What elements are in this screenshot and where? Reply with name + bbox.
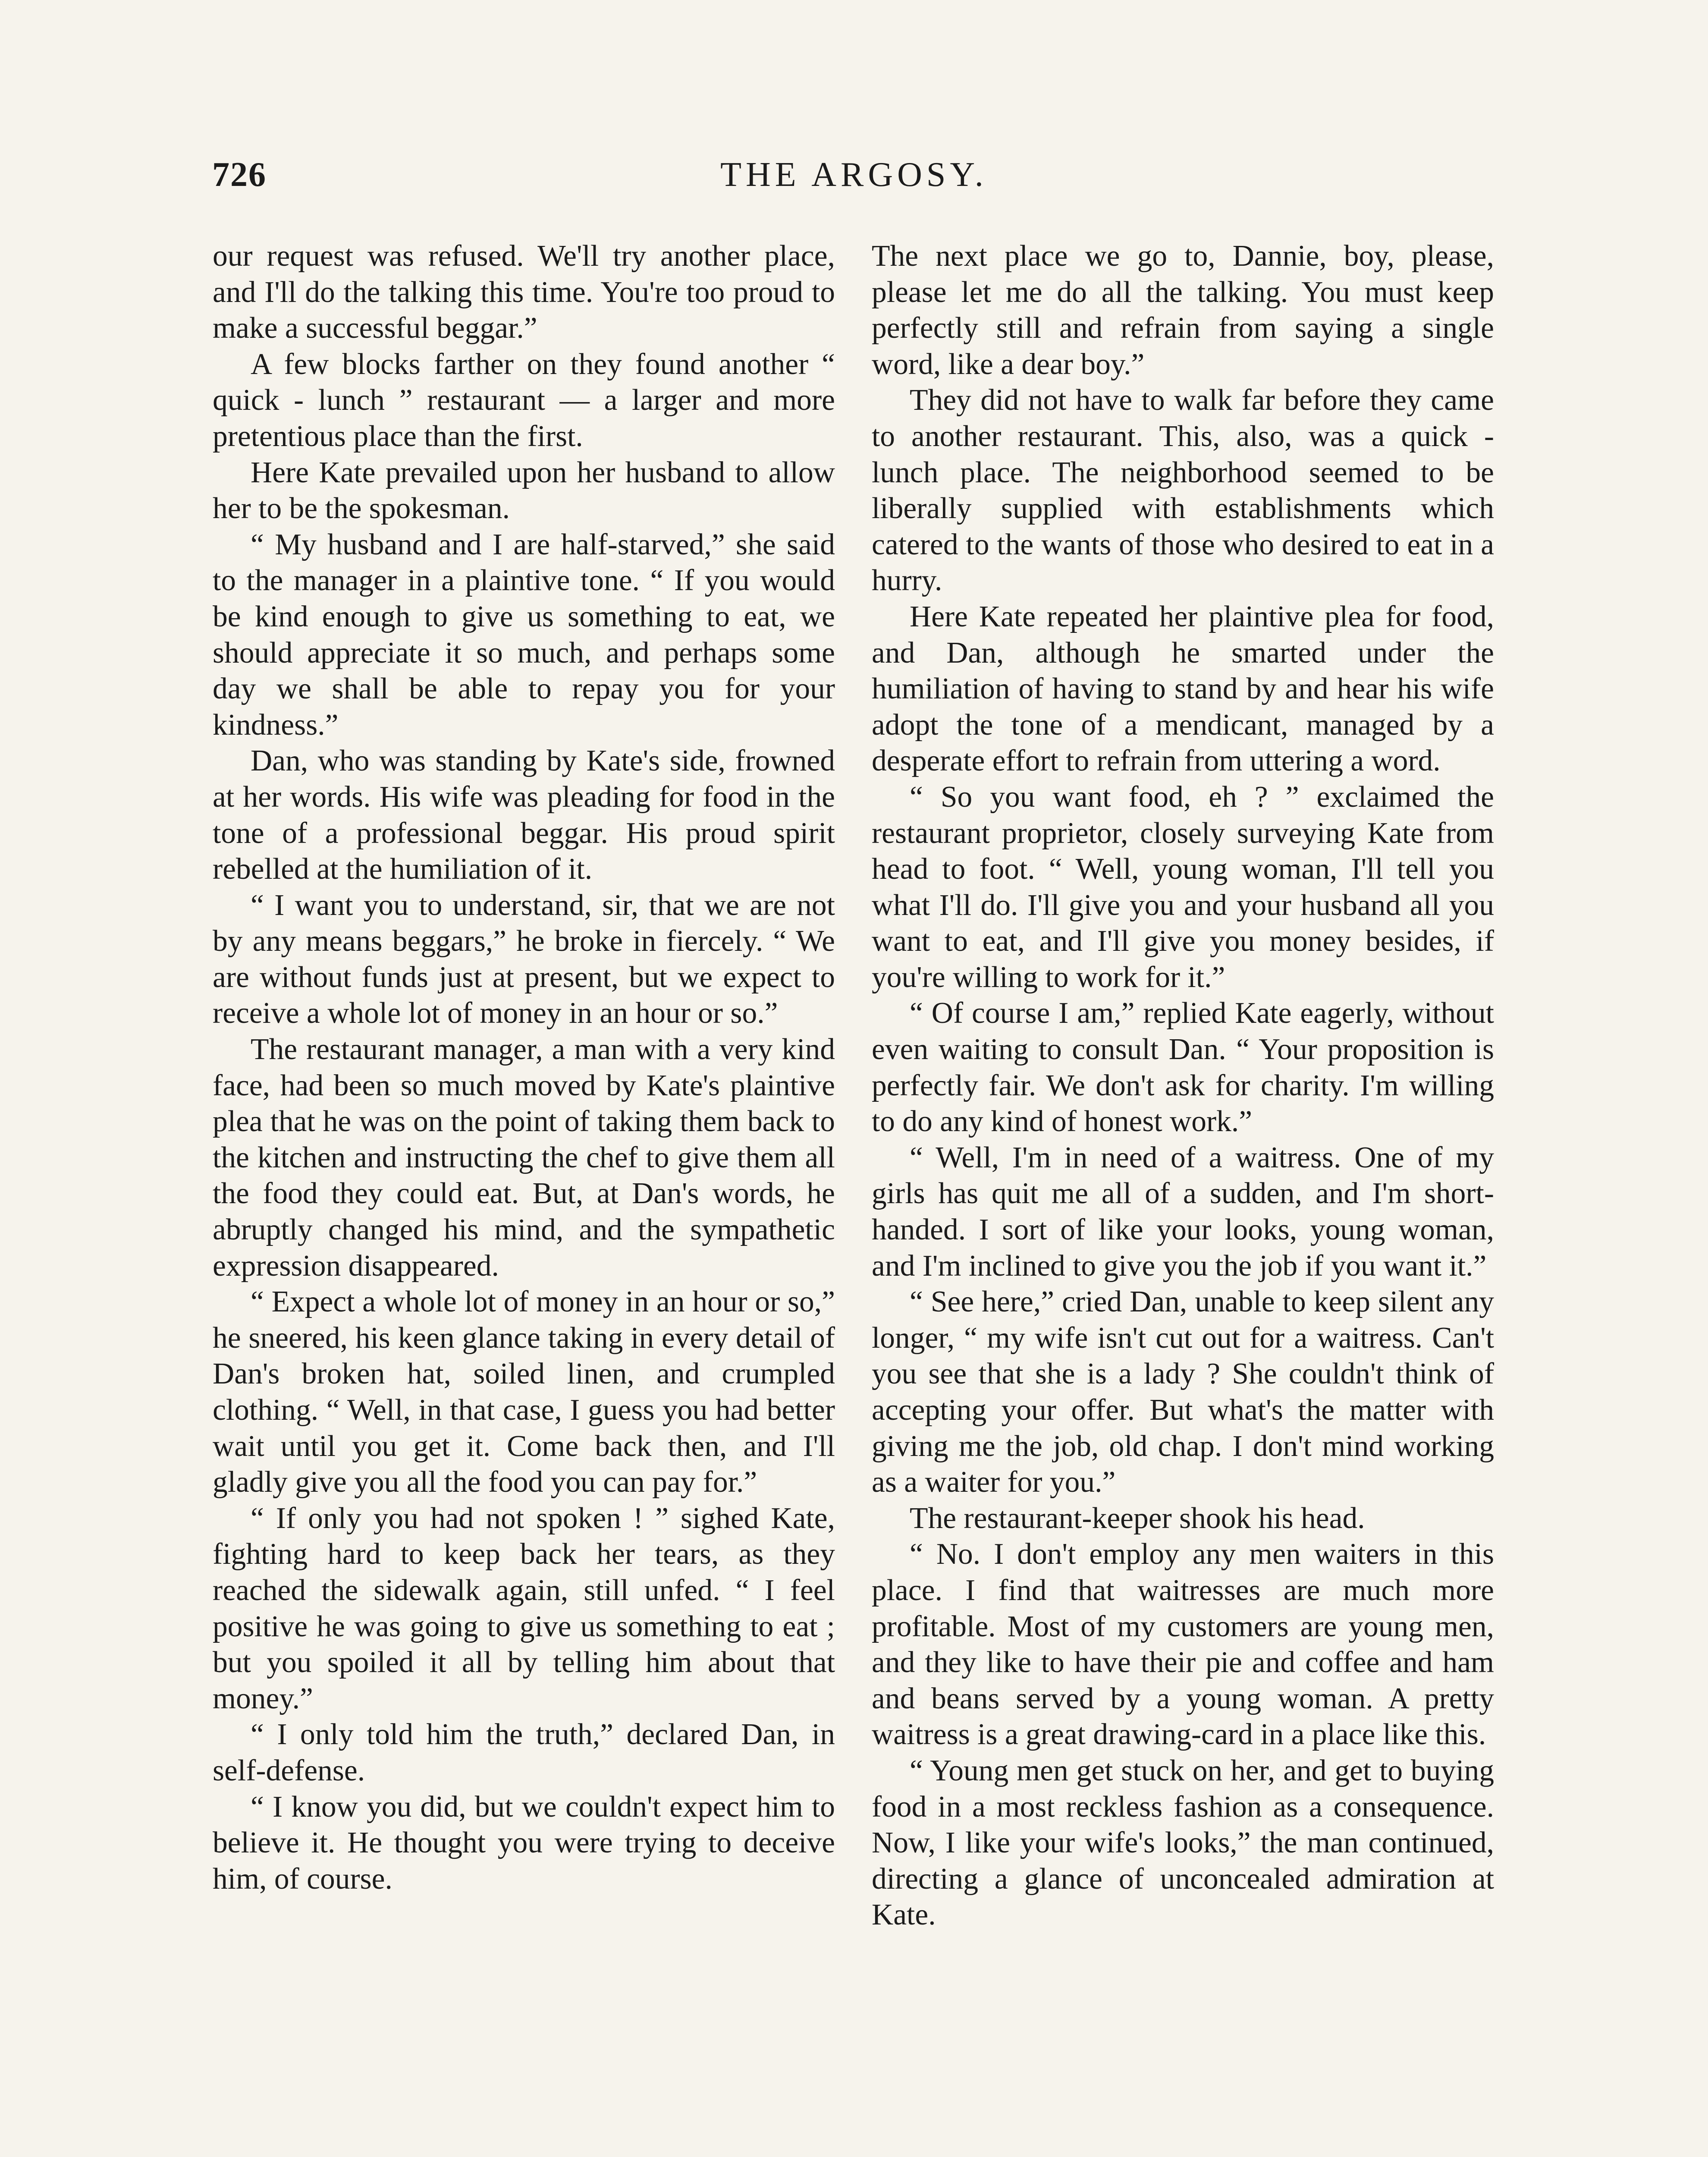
left-column xyxy=(213,238,835,1897)
paragraph: our request was refused. We'll try another place, and I'll do the talking this time. You're too proud to make a successful beggar.” xyxy=(213,239,835,345)
running-title: THE ARGOSY. xyxy=(720,156,988,194)
paragraph: Here Kate prevailed upon her husband to allow her to be the spokesman. xyxy=(213,456,835,525)
paragraph: “ Well, I'm in need of a waitress. One of my girls has quit me all of a sudden, and I'm short-handed. I sort of like your looks, young woman, and I'm inclined to give you the job if you want it.” xyxy=(872,1141,1494,1283)
paragraph: The restaurant-keeper shook his head. xyxy=(910,1501,1365,1535)
paragraph: “ I know you did, but we couldn't expect him to believe it. He thought you were trying to deceive him, of course. xyxy=(213,1790,835,1896)
paragraph: They did not have to walk far before they came to another restaurant. This, also, was a quick - lunch place. The neighborhood seemed to be liberally supplied with establishments which catered to the wants of those who desired to eat in a hurry. xyxy=(872,384,1494,597)
paragraph: Here Kate repeated her plaintive plea for food, and Dan, although he smarted under the humiliation of having to stand by and hear his wife adopt the tone of a mendicant, managed by a desperate effort to refrain from uttering a word. xyxy=(872,600,1494,778)
paragraph: Dan, who was standing by Kate's side, frowned at her words. His wife was pleading for food in the tone of a professional beggar. His proud spirit rebelled at the humiliation of it. xyxy=(213,744,835,886)
paragraph: “ My husband and I are half-starved,” she said to the manager in a plaintive tone. “ If you would be kind enough to give us something to eat, we should appreciate it so much, and perhaps some day we shall be able to repay you for your kindness.” xyxy=(213,528,835,742)
page-number: 726 xyxy=(212,156,267,194)
paragraph: “ Expect a whole lot of money in an hour or so,” he sneered, his keen glance taking in every detail of Dan's broken hat, soiled linen, and crumpled clothing. “ Well, in that case, I guess you had better wait until you get it. Come back then, and I'll gladly give you all the food you can pay for.” xyxy=(213,1285,835,1499)
paragraph: “ No. I don't employ any men waiters in this place. I find that waitresses are much more profitable. Most of my customers are young men, and they like to have their pie and coffee and ham and beans served by a young woman. A pretty waitress is a great drawing-card in a place like this. xyxy=(872,1538,1494,1751)
paragraph: “ See here,” cried Dan, unable to keep silent any longer, “ my wife isn't cut out for a waitress. Can't you see that she is a lady ? She couldn't think of accepting your offer. But what's the matter with giving me the job, old chap. I don't mind working as a waiter for you.” xyxy=(872,1285,1494,1499)
paragraph: “ Of course I am,” replied Kate eagerly, without even waiting to consult Dan. “ Your proposition is perfectly fair. We don't ask for charity. I'm willing to do any kind of honest work.” xyxy=(872,997,1494,1138)
paragraph: The restaurant manager, a man with a very kind face, had been so much moved by Kate's plaintive plea that he was on the point of taking them back to the kitchen and instructing the chef to give them all the food they could eat. But, at Dan's words, he abruptly changed his mind, and the sympathetic expression disappeared. xyxy=(213,1033,835,1283)
paragraph: “ I want you to understand, sir, that we are not by any means beggars,” he broke in fiercely. “ We are without funds just at present, but we expect to receive a whole lot of money in an hour or so.” xyxy=(213,888,835,1030)
paragraph: “ So you want food, eh ? ” exclaimed the restaurant proprietor, closely surveying Kate from head to foot. “ Well, young woman, I'll tell you what I'll do. I'll give you and your husband all you want to eat, and I'll give you money besides, if you're willing to work for it.” xyxy=(872,780,1494,994)
paragraph: “ If only you had not spoken ! ” sighed Kate, fighting hard to keep back her tears, as they reached the sidewalk again, still unfed. “ I feel positive he was going to give us something to eat ; but you spoiled it all by telling him about that money.” xyxy=(213,1501,835,1715)
paragraph: “ I only told him the truth,” declared Dan, in self-defense. xyxy=(213,1718,835,1787)
paragraph: A few blocks farther on they found another “ quick - lunch ” restaurant — a larger and more pretentious place than the first. xyxy=(213,347,835,453)
paragraph: “ Young men get stuck on her, and get to buying food in a most reckless fashion as a consequence. Now, I like your wife's looks,” the man continued, directing a glance of unconcealed admiration at Kate. xyxy=(872,1754,1494,1932)
paragraph: The next place we go to, Dannie, boy, please, please let me do all the talking. You must keep perfectly still and refrain from saying a single word, like a dear boy.” xyxy=(872,239,1494,381)
right-column xyxy=(872,238,1494,1933)
